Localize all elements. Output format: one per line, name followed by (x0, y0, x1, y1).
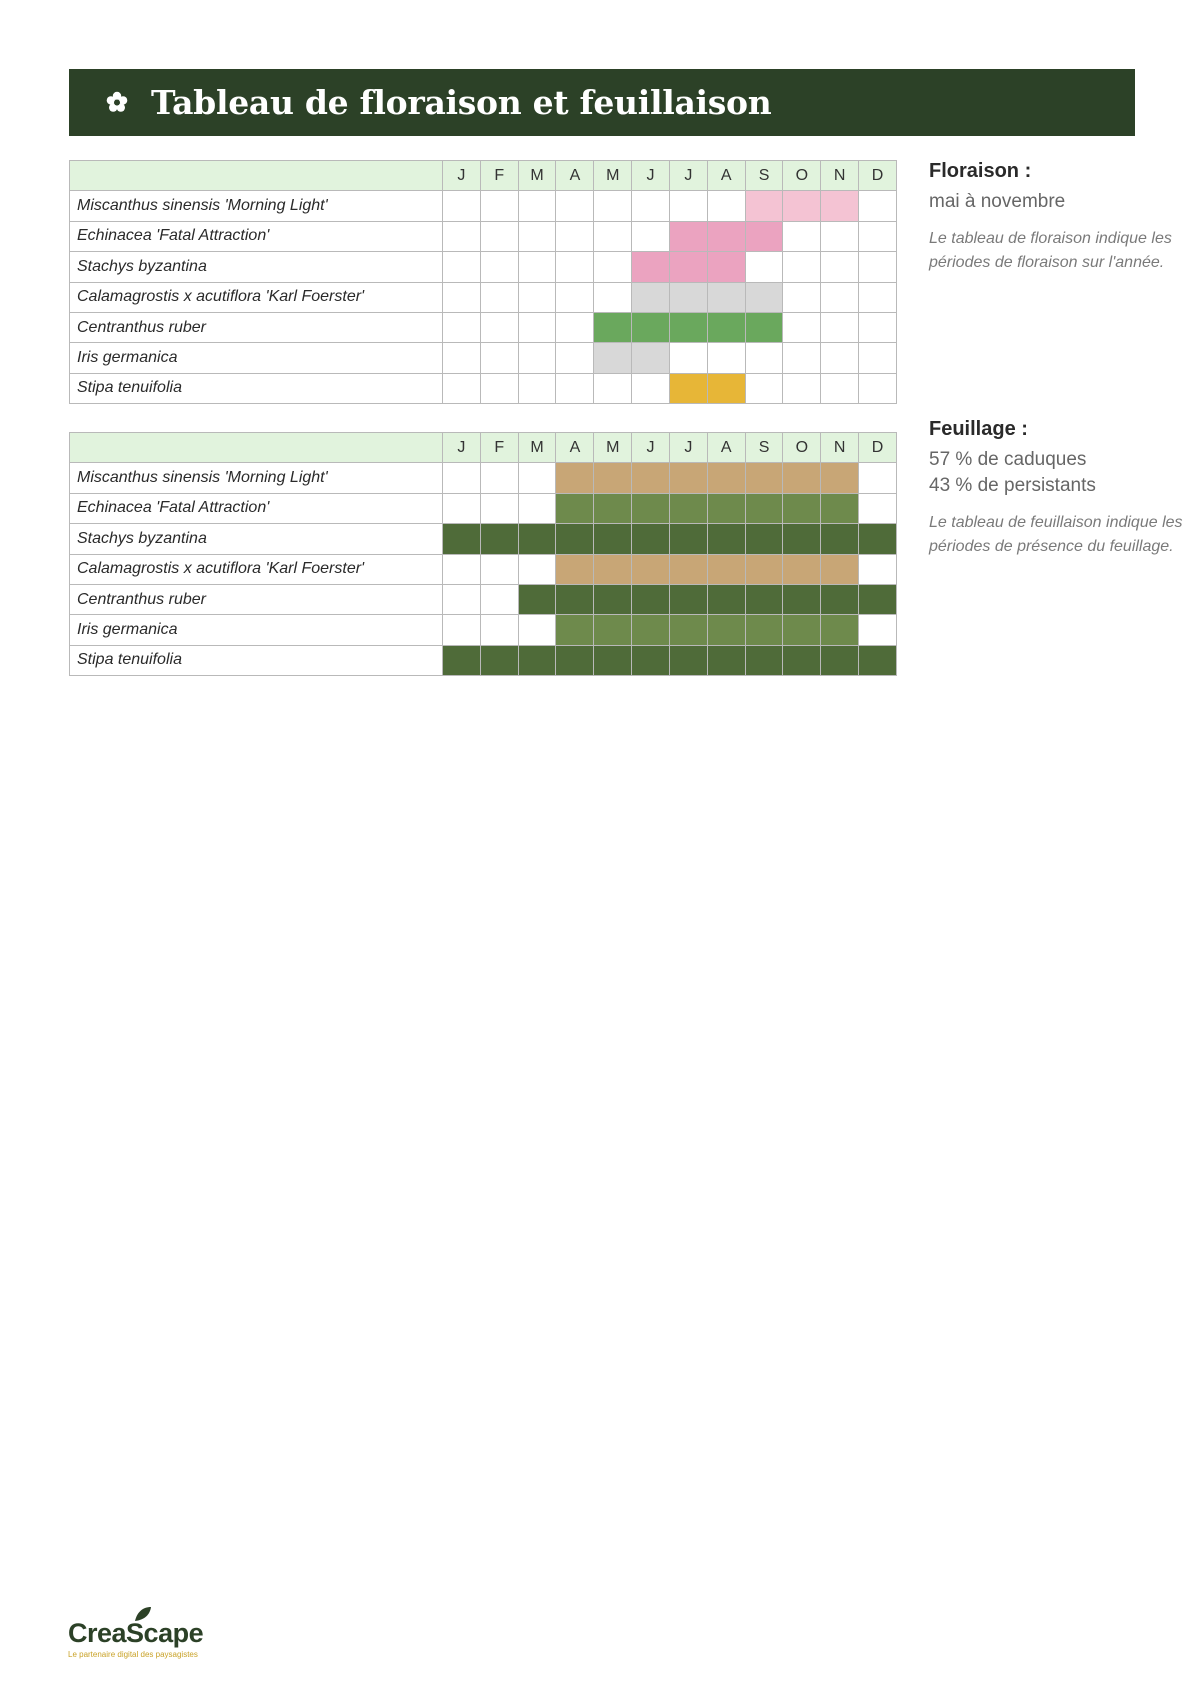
foliage-month-cell (480, 615, 518, 645)
foliage-month-cell (556, 554, 594, 584)
foliage-month-cell (821, 584, 859, 614)
foliage-month-cell (632, 615, 670, 645)
foliage-month-cell (745, 584, 783, 614)
bloom-month-cell (594, 191, 632, 221)
foliage-month-cell (518, 584, 556, 614)
foliage-month-cell (783, 554, 821, 584)
foliage-month-cell (745, 463, 783, 493)
bloom-month-header: J (443, 161, 481, 191)
bloom-table-body (70, 191, 897, 404)
foliage-month-header: J (443, 433, 481, 463)
bloom-month-header: S (745, 161, 783, 191)
bloom-month-cell (745, 191, 783, 221)
foliage-month-header: D (859, 433, 897, 463)
foliage-month-cell (821, 554, 859, 584)
foliage-month-header: O (783, 433, 821, 463)
foliage-month-cell (859, 493, 897, 523)
bloom-row (70, 221, 897, 251)
foliage-plant-name: Centranthus ruber (70, 584, 443, 614)
bloom-month-cell (632, 282, 670, 312)
foliage-month-cell (783, 615, 821, 645)
bloom-month-cell (669, 343, 707, 373)
bloom-month-cell (821, 191, 859, 221)
foliage-month-cell (518, 493, 556, 523)
foliage-month-cell (443, 524, 481, 554)
foliage-month-header: M (594, 433, 632, 463)
foliage-month-cell (480, 463, 518, 493)
foliage-month-cell (594, 645, 632, 675)
foliage-month-cell (859, 524, 897, 554)
bloom-month-cell (556, 282, 594, 312)
foliage-row (70, 615, 897, 645)
bloom-month-cell (443, 343, 481, 373)
bloom-month-cell (632, 343, 670, 373)
foliage-table (69, 432, 897, 676)
foliage-month-cell (859, 554, 897, 584)
bloom-month-cell (783, 343, 821, 373)
bloom-month-cell (669, 282, 707, 312)
bloom-month-header: M (594, 161, 632, 191)
foliage-row (70, 463, 897, 493)
bloom-note: Le tableau de floraison indique les périodes de floraison sur l'année. (929, 230, 1172, 271)
foliage-month-header: S (745, 433, 783, 463)
flower-icon (105, 91, 129, 115)
bloom-month-cell (745, 373, 783, 403)
foliage-month-cell (707, 463, 745, 493)
bloom-month-header: J (632, 161, 670, 191)
foliage-month-header: A (707, 433, 745, 463)
foliage-month-cell (556, 584, 594, 614)
foliage-month-cell (821, 493, 859, 523)
bloom-row (70, 312, 897, 342)
foliage-plant-name: Miscanthus sinensis 'Morning Light' (70, 463, 443, 493)
foliage-month-cell (821, 615, 859, 645)
foliage-month-cell (556, 463, 594, 493)
foliage-month-cell (443, 554, 481, 584)
bloom-month-cell (518, 373, 556, 403)
foliage-month-cell (480, 645, 518, 675)
bloom-month-cell (480, 373, 518, 403)
foliage-corner-cell (70, 433, 443, 463)
bloom-month-cell (859, 252, 897, 282)
bloom-month-cell (707, 191, 745, 221)
foliage-month-cell (669, 554, 707, 584)
foliage-month-cell (518, 463, 556, 493)
foliage-month-cell (707, 645, 745, 675)
bloom-month-cell (632, 373, 670, 403)
foliage-month-header: J (632, 433, 670, 463)
foliage-month-cell (556, 493, 594, 523)
bloom-month-header: O (783, 161, 821, 191)
foliage-month-header-row (70, 433, 897, 463)
bloom-month-cell (480, 191, 518, 221)
bloom-month-cell (859, 221, 897, 251)
foliage-month-cell (594, 493, 632, 523)
bloom-row (70, 191, 897, 221)
foliage-month-cell (783, 493, 821, 523)
bloom-month-cell (518, 252, 556, 282)
logo-brand-text: CreaScape (68, 1618, 204, 1648)
bloom-month-cell (632, 221, 670, 251)
bloom-month-header: A (707, 161, 745, 191)
foliage-month-cell (632, 493, 670, 523)
bloom-month-cell (745, 312, 783, 342)
bloom-month-cell (443, 282, 481, 312)
bloom-month-cell (556, 343, 594, 373)
bloom-month-cell (669, 312, 707, 342)
foliage-month-cell (594, 463, 632, 493)
foliage-month-cell (480, 524, 518, 554)
foliage-plant-name: Stachys byzantina (70, 524, 443, 554)
foliage-month-cell (821, 463, 859, 493)
foliage-month-cell (443, 493, 481, 523)
bloom-month-cell (783, 252, 821, 282)
bloom-month-cell (480, 282, 518, 312)
bloom-month-cell (821, 221, 859, 251)
bloom-plant-name: Calamagrostis x acutiflora 'Karl Foerster' (70, 282, 443, 312)
foliage-month-cell (518, 615, 556, 645)
bloom-month-cell (783, 282, 821, 312)
bloom-month-cell (783, 312, 821, 342)
bloom-month-cell (480, 221, 518, 251)
bloom-month-cell (669, 252, 707, 282)
foliage-month-cell (669, 493, 707, 523)
foliage-month-cell (783, 584, 821, 614)
foliage-month-cell (859, 584, 897, 614)
bloom-month-cell (669, 191, 707, 221)
bloom-summary (929, 160, 1189, 275)
foliage-month-header: J (669, 433, 707, 463)
foliage-month-cell (669, 584, 707, 614)
bloom-month-cell (707, 312, 745, 342)
bloom-month-cell (594, 252, 632, 282)
bloom-period: mai à novembre (929, 191, 1066, 212)
bloom-month-header: J (669, 161, 707, 191)
bloom-month-cell (443, 221, 481, 251)
foliage-row (70, 493, 897, 523)
foliage-month-cell (518, 645, 556, 675)
bloom-month-cell (594, 221, 632, 251)
foliage-row (70, 645, 897, 675)
page-header (69, 69, 1135, 136)
bloom-month-cell (821, 343, 859, 373)
creascape-logo (68, 1618, 203, 1659)
bloom-month-cell (783, 191, 821, 221)
bloom-month-cell (669, 373, 707, 403)
foliage-evergreen: 43 % de persistants (929, 475, 1096, 496)
bloom-month-header: A (556, 161, 594, 191)
foliage-month-cell (821, 524, 859, 554)
bloom-plant-name: Stipa tenuifolia (70, 373, 443, 403)
foliage-month-cell (707, 493, 745, 523)
page-title: Tableau de floraison et feuillaison (151, 83, 772, 122)
logo-tagline: Le partenaire digital des paysagistes (68, 1650, 198, 1659)
foliage-month-cell (518, 554, 556, 584)
foliage-plant-name: Stipa tenuifolia (70, 645, 443, 675)
bloom-month-cell (480, 252, 518, 282)
foliage-deciduous: 57 % de caduques (929, 449, 1087, 470)
bloom-month-cell (518, 191, 556, 221)
bloom-month-cell (518, 343, 556, 373)
leaf-icon (134, 1606, 152, 1622)
foliage-month-cell (556, 645, 594, 675)
foliage-month-cell (556, 524, 594, 554)
bloom-month-cell (707, 221, 745, 251)
bloom-month-cell (859, 191, 897, 221)
foliage-month-cell (480, 584, 518, 614)
bloom-plant-name: Echinacea 'Fatal Attraction' (70, 221, 443, 251)
bloom-month-cell (707, 373, 745, 403)
bloom-month-cell (556, 373, 594, 403)
bloom-heading: Floraison : (929, 160, 1032, 182)
foliage-month-cell (443, 645, 481, 675)
bloom-row (70, 282, 897, 312)
bloom-row (70, 373, 897, 403)
foliage-month-cell (707, 524, 745, 554)
foliage-month-cell (859, 463, 897, 493)
foliage-month-cell (745, 554, 783, 584)
bloom-month-header: F (480, 161, 518, 191)
foliage-note: Le tableau de feuillaison indique les périodes de présence du feuillage. (929, 514, 1183, 555)
foliage-month-cell (745, 615, 783, 645)
foliage-plant-name: Calamagrostis x acutiflora 'Karl Foerster' (70, 554, 443, 584)
foliage-month-cell (783, 524, 821, 554)
foliage-row (70, 584, 897, 614)
bloom-month-cell (518, 221, 556, 251)
bloom-corner-cell (70, 161, 443, 191)
foliage-month-cell (669, 463, 707, 493)
foliage-month-cell (632, 524, 670, 554)
foliage-month-cell (632, 463, 670, 493)
bloom-month-cell (480, 343, 518, 373)
foliage-summary (929, 418, 1189, 559)
foliage-month-header: A (556, 433, 594, 463)
bloom-month-cell (707, 282, 745, 312)
bloom-plant-name: Miscanthus sinensis 'Morning Light' (70, 191, 443, 221)
bloom-month-cell (669, 221, 707, 251)
foliage-month-cell (669, 645, 707, 675)
bloom-month-cell (632, 312, 670, 342)
foliage-month-cell (443, 463, 481, 493)
bloom-month-cell (632, 252, 670, 282)
bloom-month-header-row (70, 161, 897, 191)
foliage-month-cell (783, 645, 821, 675)
bloom-month-cell (518, 312, 556, 342)
foliage-month-cell (632, 554, 670, 584)
foliage-table-body (70, 463, 897, 676)
foliage-month-cell (859, 615, 897, 645)
bloom-month-cell (745, 252, 783, 282)
foliage-month-cell (821, 645, 859, 675)
foliage-month-cell (707, 554, 745, 584)
bloom-month-cell (594, 282, 632, 312)
bloom-month-cell (707, 343, 745, 373)
bloom-month-cell (480, 312, 518, 342)
foliage-month-cell (707, 615, 745, 645)
foliage-month-cell (669, 524, 707, 554)
bloom-month-cell (821, 312, 859, 342)
bloom-month-cell (859, 373, 897, 403)
bloom-month-cell (783, 221, 821, 251)
bloom-month-cell (594, 312, 632, 342)
bloom-month-cell (745, 343, 783, 373)
foliage-month-cell (859, 645, 897, 675)
bloom-month-cell (556, 191, 594, 221)
bloom-month-header: D (859, 161, 897, 191)
foliage-plant-name: Echinacea 'Fatal Attraction' (70, 493, 443, 523)
foliage-month-cell (594, 554, 632, 584)
foliage-month-cell (783, 463, 821, 493)
foliage-month-cell (669, 615, 707, 645)
foliage-month-cell (594, 615, 632, 645)
bloom-row (70, 343, 897, 373)
bloom-row (70, 252, 897, 282)
bloom-month-cell (745, 282, 783, 312)
bloom-month-cell (594, 373, 632, 403)
foliage-row (70, 554, 897, 584)
foliage-heading: Feuillage : (929, 418, 1028, 440)
bloom-table (69, 160, 897, 404)
bloom-month-cell (443, 252, 481, 282)
bloom-month-cell (707, 252, 745, 282)
bloom-month-cell (594, 343, 632, 373)
foliage-month-cell (480, 493, 518, 523)
bloom-plant-name: Stachys byzantina (70, 252, 443, 282)
bloom-month-cell (443, 191, 481, 221)
foliage-month-cell (745, 493, 783, 523)
bloom-month-cell (859, 343, 897, 373)
foliage-plant-name: Iris germanica (70, 615, 443, 645)
foliage-month-cell (556, 615, 594, 645)
bloom-month-cell (556, 252, 594, 282)
bloom-month-cell (783, 373, 821, 403)
bloom-month-cell (556, 312, 594, 342)
foliage-month-cell (632, 645, 670, 675)
foliage-month-cell (480, 554, 518, 584)
bloom-month-cell (632, 191, 670, 221)
logo-brand (68, 1618, 203, 1649)
foliage-month-cell (745, 524, 783, 554)
bloom-month-cell (443, 373, 481, 403)
foliage-month-cell (518, 524, 556, 554)
foliage-month-cell (594, 584, 632, 614)
foliage-month-cell (443, 584, 481, 614)
bloom-month-cell (556, 221, 594, 251)
bloom-month-header: N (821, 161, 859, 191)
foliage-month-header: N (821, 433, 859, 463)
bloom-plant-name: Centranthus ruber (70, 312, 443, 342)
foliage-month-cell (632, 584, 670, 614)
foliage-month-cell (594, 524, 632, 554)
bloom-month-cell (821, 373, 859, 403)
bloom-month-cell (518, 282, 556, 312)
foliage-row (70, 524, 897, 554)
bloom-month-header: M (518, 161, 556, 191)
foliage-month-header: M (518, 433, 556, 463)
foliage-month-header: F (480, 433, 518, 463)
foliage-month-cell (707, 584, 745, 614)
bloom-month-cell (859, 312, 897, 342)
bloom-month-cell (443, 312, 481, 342)
foliage-month-cell (443, 615, 481, 645)
foliage-month-cell (745, 645, 783, 675)
bloom-month-cell (859, 282, 897, 312)
bloom-month-cell (745, 221, 783, 251)
bloom-month-cell (821, 252, 859, 282)
bloom-month-cell (821, 282, 859, 312)
bloom-plant-name: Iris germanica (70, 343, 443, 373)
